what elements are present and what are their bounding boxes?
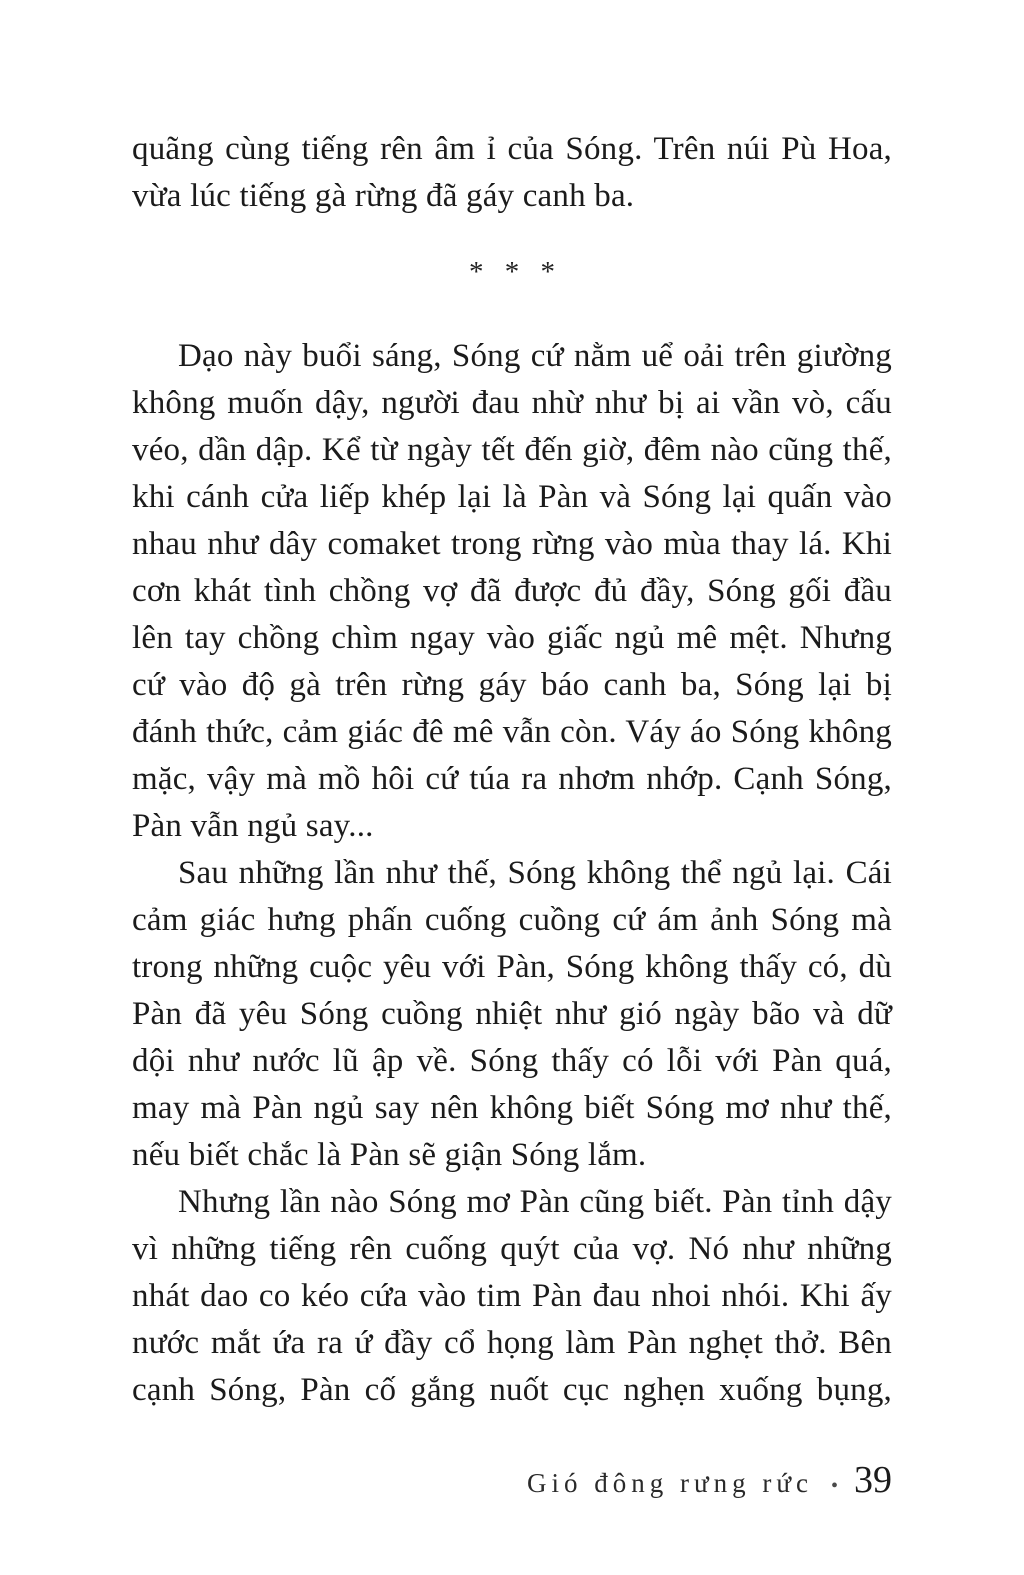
running-title: Gió đông rưng rức [527, 1468, 813, 1498]
paragraph: Dạo này buổi sáng, Sóng cứ nằm uể oải trên giường không muốn dậy, người đau nhừ như bị ai vần vò, cấu véo, dần dập. Kể từ ngày tết đến giờ, đêm nào cũng thế, khi cánh cửa liếp khép lại là Pàn và Sóng lại quấn vào nhau như dây comaket trong rừng vào mùa thay lá. Khi cơn khát tình chồng vợ đã được đủ đầy, Sóng gối đầu lên tay chồng chìm ngay vào giấc ngủ mê mệt. Nhưng cứ vào độ gà trên rừng gáy báo canh ba, Sóng lại bị đánh thức, cảm giác đê mê vẫn còn. Váy áo Sóng không mặc, vậy mà mồ hôi cứ túa ra nhơm nhớp. Cạnh Sóng, Pàn vẫn ngủ say... [132, 338, 892, 844]
paragraph: Nhưng lần nào Sóng mơ Pàn cũng biết. Pàn tỉnh dậy vì những tiếng rên cuống quýt của vợ. Nó như những nhát dao co kéo cứa vào tim Pàn đau nhoi nhói. Khi ấy nước mắt ứa ra ứ đầy cổ họng làm Pàn nghẹt thở. Bên cạnh Sóng, Pàn cố gắng nuốt cục nghẹn xuống bụng, [132, 1184, 892, 1408]
page-number: 39 [854, 1459, 892, 1501]
footer-bullet-icon: • [830, 1475, 838, 1497]
page-footer [527, 1458, 892, 1502]
section-break-asterisks: * * * [469, 256, 555, 288]
paragraph-continuation: quãng cùng tiếng rên âm ỉ của Sóng. Trên núi Pù Hoa, vừa lúc tiếng gà rừng đã gáy canh ba. [132, 131, 892, 214]
paragraph: Sau những lần như thế, Sóng không thể ngủ lại. Cái cảm giác hưng phấn cuống cuồng cứ ám ảnh Sóng mà trong những cuộc yêu với Pàn, Sóng không thấy có, dù Pàn đã yêu Sóng cuồng nhiệt như gió ngày bão và dữ dội như nước lũ ập về. Sóng thấy có lỗi với Pàn quá, may mà Pàn ngủ say nên không biết Sóng mơ như thế, nếu biết chắc là Pàn sẽ giận Sóng lắm. [132, 855, 892, 1173]
